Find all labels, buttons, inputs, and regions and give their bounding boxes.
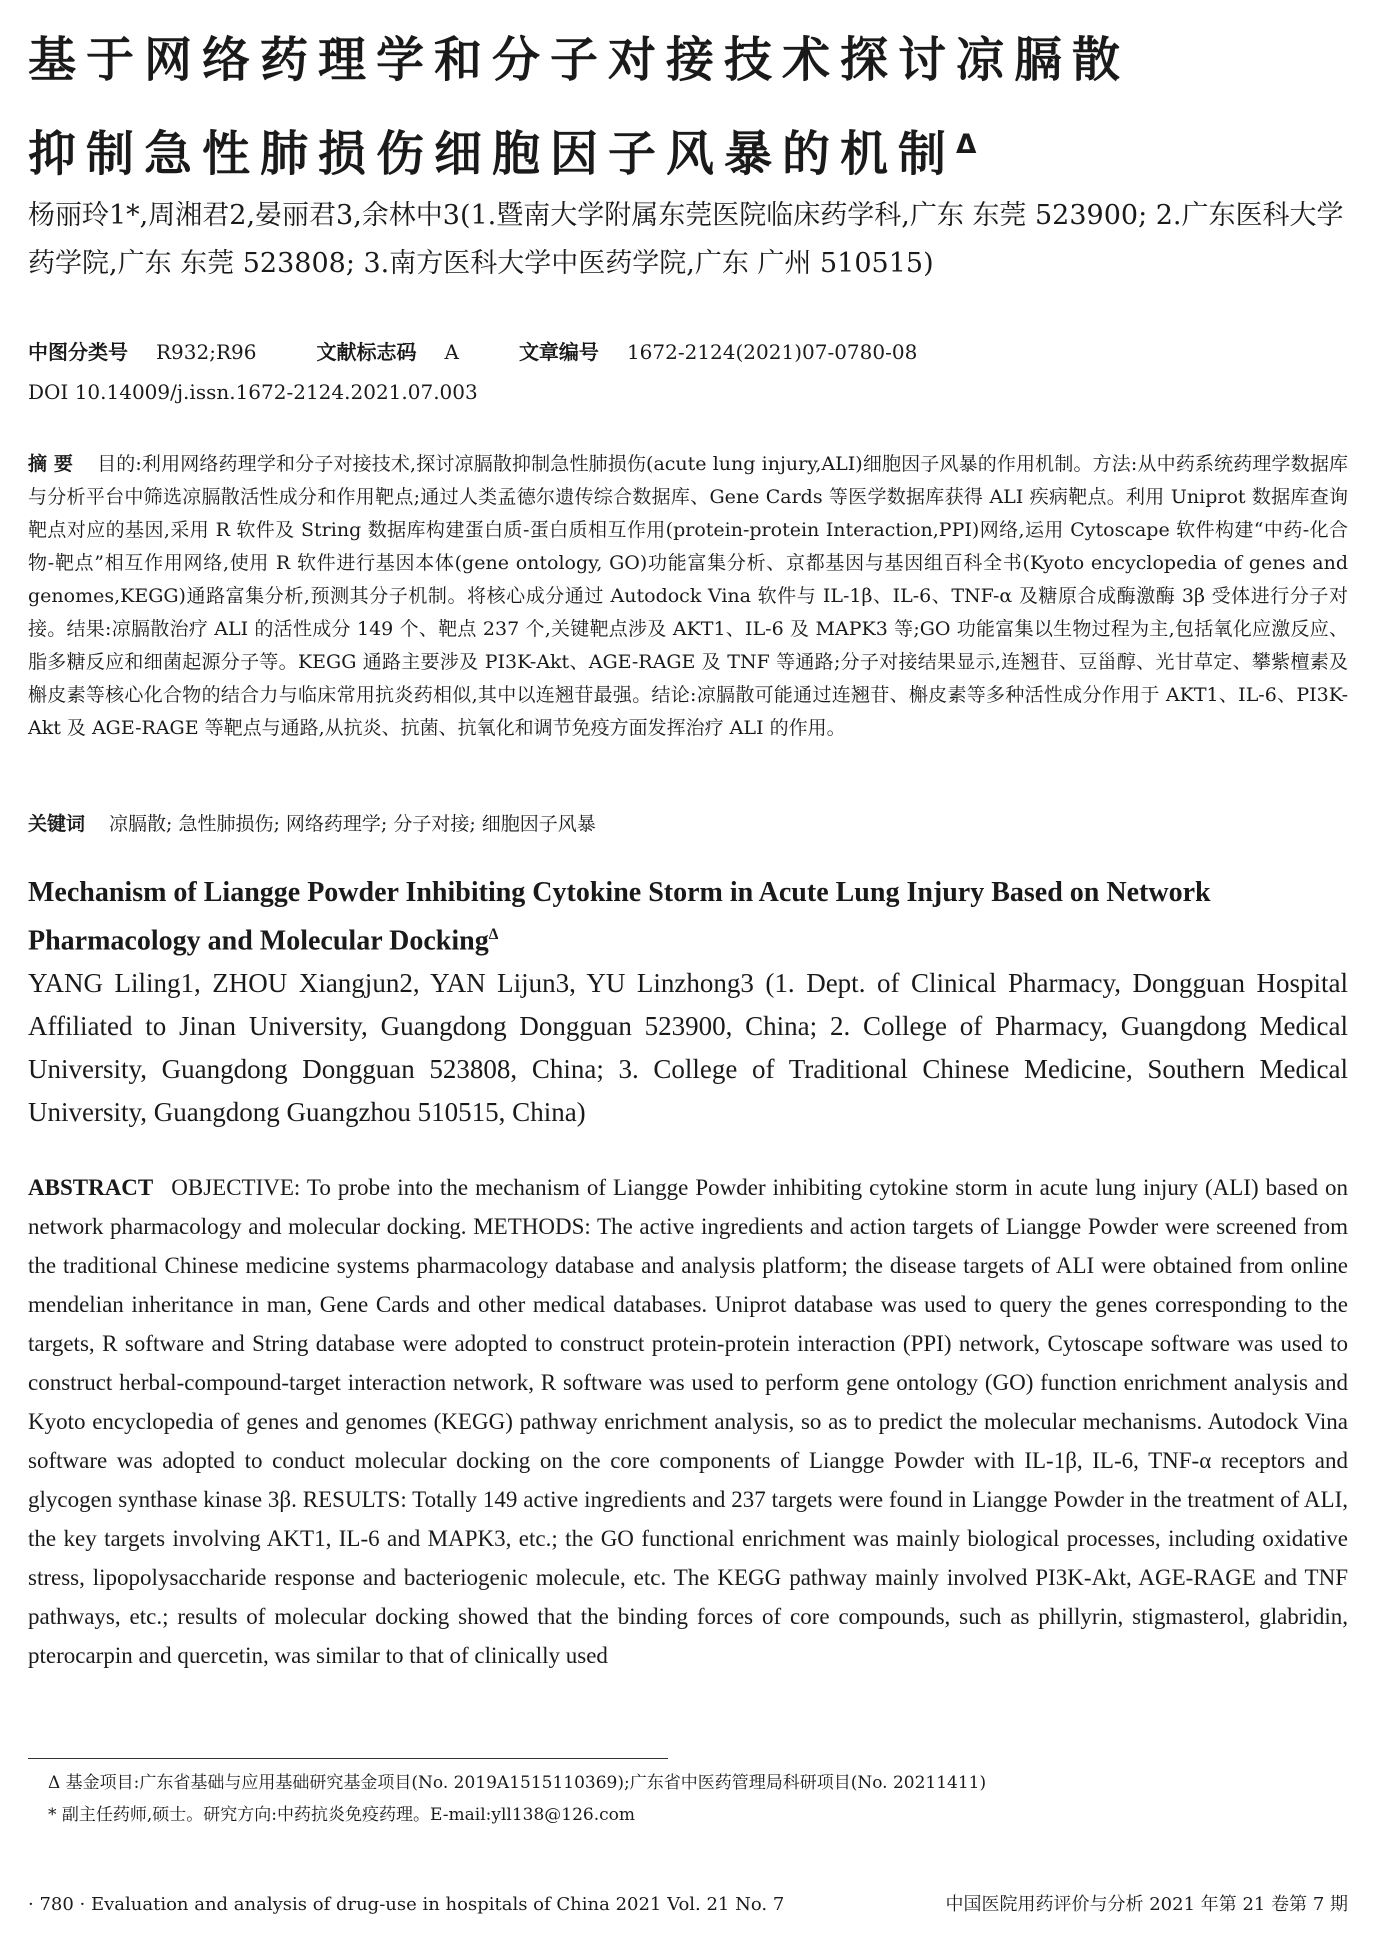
page-footer [28,1890,1348,1920]
footnote-fund: Δ 基金项目:广东省基础与应用基础研究基金项目(No. 2019A1515110369);广东省中医药管理局科研项目(No. 20211411) [48,1773,987,1793]
keywords-cn-label: 关键词 [28,813,86,835]
article-meta [28,332,1348,412]
keywords-cn [28,808,1348,841]
abstract-en [28,1168,1348,1675]
authors-en: YANG Liling1, ZHOU Xiangjun2, YAN Lijun3, YU Linzhong3 (1. Dept. of Clinical Pharmacy, Dongguan Hospital Affiliated to Jinan University, Guangdong Dongguan 523900, China; 2. College of Pharmacy, Guangdong Medical University, Guangdong Dongguan 523808, China; 3. College of Traditional Chinese Medicine, Southern Medical University, Guangdong Guangzhou 510515, China) [28,968,1348,1127]
article-no-value: 1672-2124(2021)07-0780-08 [626,340,918,364]
footer-right: 中国医院用药评价与分析 2021 年第 21 卷第 7 期 [945,1894,1348,1915]
abstract-cn-label: 摘 要 [28,453,74,475]
meta-row-codes [28,332,1348,372]
doc-code-label: 文献标志码 [316,340,417,364]
title-cn-line2 [28,105,1348,194]
meta-row-doi [28,372,1348,412]
title-fund-mark: Δ [956,129,977,160]
title-en-fund-mark: Δ [488,926,499,943]
title-cn-line1 [28,20,1348,100]
clc-value: R932;R96 [156,340,257,364]
article-no-label: 文章编号 [518,340,599,364]
title-en-text: Mechanism of Liangge Powder Inhibiting Cytokine Storm in Acute Lung Injury Based on Network Pharmacology and Molecular Docking [28,877,1211,957]
clc-label: 中图分类号 [28,340,128,364]
footer-left: · 780 · Evaluation and analysis of drug-use in hospitals of China 2021 Vol. 21 No. 7 [28,1894,785,1915]
doi: DOI 10.14009/j.issn.1672-2124.2021.07.003 [28,380,478,404]
title-en [28,872,1348,962]
footnote-author: * 副主任药师,硕士。研究方向:中药抗炎免疫药理。E-mail:yll138@126.com [48,1805,636,1825]
keywords-cn-text: 凉膈散; 急性肺损伤; 网络药理学; 分子对接; 细胞因子风暴 [109,813,596,835]
abstract-en-label: ABSTRACT [28,1175,154,1200]
abstract-cn [28,448,1348,745]
title-cn-line1-text: 基于网络药理学和分子对接技术探讨凉膈散 [28,32,1131,88]
footnote-divider [28,1758,668,1759]
abstract-en-text: OBJECTIVE: To probe into the mechanism of Liangge Powder inhibiting cytokine storm in acute lung injury (ALI) based on network pharmacology and molecular docking. METHODS: The active ingredients and action targets of Liangge Powder were screened from the traditional Chinese medicine systems pharmacology database and analysis platform; the disease targets of ALI were obtained from online mendelian inheritance in man, Gene Cards and other medical databases. Uniprot database was used to query the genes corresponding to the targets, R software and String database were adopted to construct protein-protein interaction (PPI) network, Cytoscape software was used to construct herbal-compound-target interaction network, R software was used to perform gene ontology (GO) function enrichment analysis and Kyoto encyclopedia of genes and genomes (KEGG) pathway enrichment analysis, so as to predict the molecular mechanisms. Autodock Vina software was adopted to conduct molecular docking on the core components of Liangge Powder with IL-1β, IL-6, TNF-α receptors and glycogen synthase kinase 3β. RESULTS: Totally 149 active ingredients and 237 targets were found in Liangge Powder in the treatment of ALI, the key targets involving AKT1, IL-6 and MAPK3, etc.; the GO functional enrichment was mainly biological processes, including oxidative stress, lipopolysaccharide response and bacteriogenic molecule, etc. The KEGG pathway mainly involved PI3K-Akt, AGE-RAGE and TNF pathways, etc.; results of molecular docking showed that the binding forces of core compounds, such as phillyrin, stigmasterol, glabridin, pterocarpin and quercetin, was similar to that of clinically used [28,1175,1348,1668]
doc-code-value: A [444,340,459,364]
abstract-cn-text: 目的:利用网络药理学和分子对接技术,探讨凉膈散抑制急性肺损伤(acute lung injury,ALI)细胞因子风暴的作用机制。方法:从中药系统药理学数据库与分析平台中筛选凉膈散活性成分和作用靶点;通过人类孟德尔遗传综合数据库、Gene Cards 等医学数据库获得 ALI 疾病靶点。利用 Uniprot 数据库查询靶点对应的基因,采用 R 软件及 String 数据库构建蛋白质-蛋白质相互作用(protein-protein Interaction,PPI)网络,运用 Cytoscape 软件构建“中药-化合物-靶点”相互作用网络,使用 R 软件进行基因本体(gene ontology, GO)功能富集分析、京都基因与基因组百科全书(Kyoto encyclopedia of genes and genomes,KEGG)通路富集分析,预测其分子机制。将核心成分通过 Autodock Vina 软件与 IL-1β、IL-6、TNF-α 及糖原合成酶激酶 3β 受体进行分子对接。结果:凉膈散治疗 ALI 的活性成分 149 个、靶点 237 个,关键靶点涉及 AKT1、IL-6 及 MAPK3 等;GO 功能富集以生物过程为主,包括氧化应激反应、脂多糖反应和细菌起源分子等。KEGG 通路主要涉及 PI3K-Akt、AGE-RAGE 及 TNF 等通路;分子对接结果显示,连翘苷、豆甾醇、光甘草定、攀紫檀素及槲皮素等核心化合物的结合力与临床常用抗炎药相似,其中以连翘苷最强。结论:凉膈散可能通过连翘苷、槲皮素等多种活性成分作用于 AKT1、IL-6、PI3K-Akt 及 AGE-RAGE 等靶点与通路,从抗炎、抗菌、抗氧化和调节免疫方面发挥治疗 ALI 的作用。 [28,453,1348,739]
title-cn-line2-text: 抑制急性肺损伤细胞因子风暴的机制 [28,126,957,182]
authors-cn: 杨丽玲1*,周湘君2,晏丽君3,余林中3(1.暨南大学附属东莞医院临床药学科,广东 东莞 523900; 2.广东医科大学药学院,广东 东莞 523808; 3.南方医科大学中医药学院,广东 广州 510515) [28,200,1344,279]
